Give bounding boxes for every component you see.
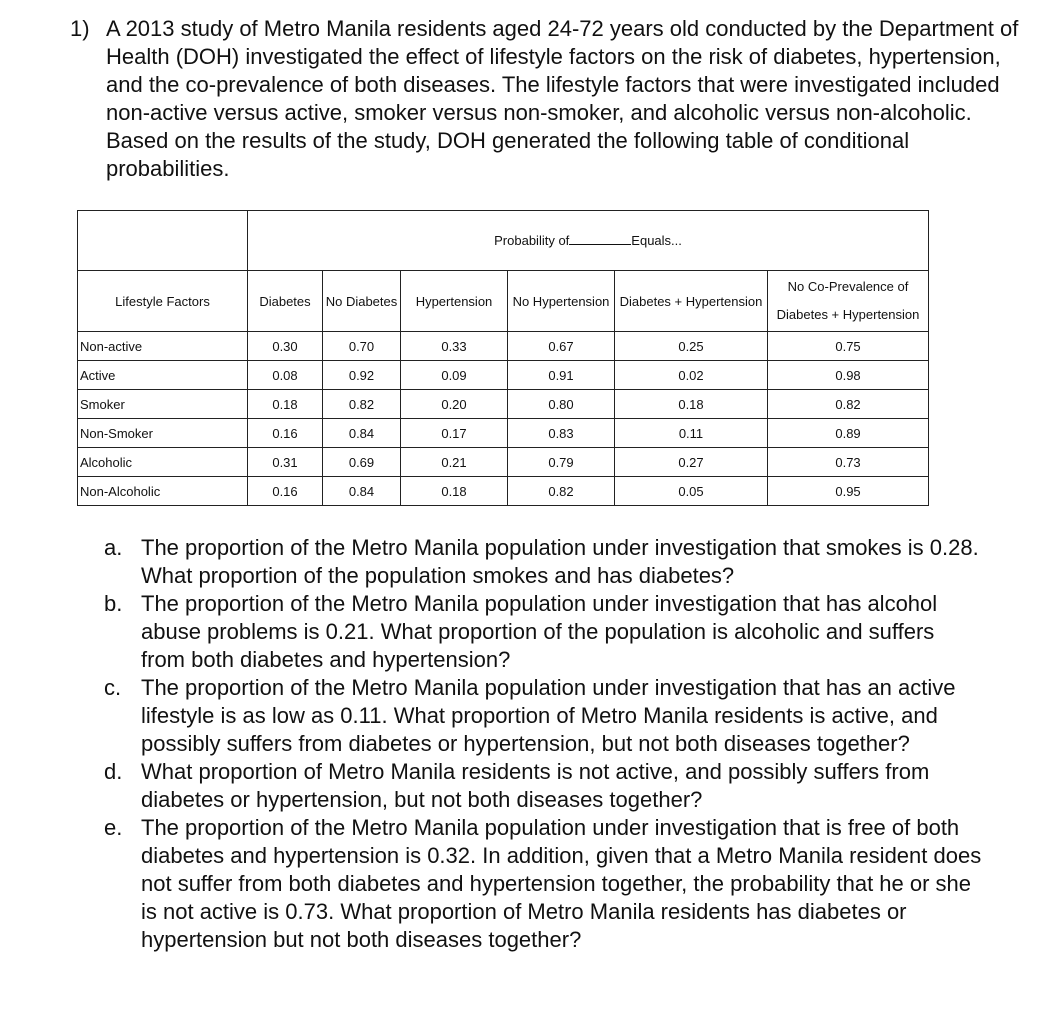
table-cell: 0.73 xyxy=(768,448,929,477)
row-label: Non-Alcoholic xyxy=(78,477,248,506)
question-letter: c. xyxy=(104,675,122,700)
question-text: The proportion of the Metro Manila population under investigation that has alcohol abuse problems is 0.21. What proportion of the population is alcoholic and suffers from both diabetes and hypertension? xyxy=(141,591,938,672)
row-header: Lifestyle Factors xyxy=(78,271,248,332)
table-cell: 0.18 xyxy=(615,390,768,419)
table-cell: 0.16 xyxy=(248,419,323,448)
table-cell: 0.98 xyxy=(768,361,929,390)
table-cell: 0.18 xyxy=(248,390,323,419)
table-cell: 0.05 xyxy=(615,477,768,506)
table-cell: 0.95 xyxy=(768,477,929,506)
table-cell: 0.67 xyxy=(508,332,615,361)
question-text: The proportion of the Metro Manila population under investigation that has an active lifestyle is as low as 0.11. What proportion of Metro Manila residents is active, and possibly suffers from diabetes or hypertension, but not both diseases together? xyxy=(141,675,956,756)
table-row xyxy=(78,390,929,419)
table-title-suffix: Equals... xyxy=(631,233,682,248)
question-letter: d. xyxy=(104,759,123,784)
col-header-diabetes-hypertension: Diabetes + Hypertension xyxy=(615,271,768,332)
row-label: Active xyxy=(78,361,248,390)
table-cell: 0.27 xyxy=(615,448,768,477)
table-cell: 0.75 xyxy=(768,332,929,361)
table-cell: 0.83 xyxy=(508,419,615,448)
question-letter: e. xyxy=(104,815,123,840)
table-cell: 0.79 xyxy=(508,448,615,477)
table-row xyxy=(78,477,929,506)
question-item xyxy=(104,814,984,954)
conditional-probability-table xyxy=(77,210,929,506)
table-row xyxy=(78,332,929,361)
table-cell: 0.21 xyxy=(401,448,508,477)
table-cell: 0.82 xyxy=(508,477,615,506)
table-cell: 0.20 xyxy=(401,390,508,419)
question-text: What proportion of Metro Manila residents is not active, and possibly suffers from diabetes or hypertension, but not both diseases together? xyxy=(141,759,930,812)
table-cell: 0.02 xyxy=(615,361,768,390)
table-cell: 0.91 xyxy=(508,361,615,390)
question-text: The proportion of the Metro Manila population under investigation that is free of both diabetes and hypertension is 0.32. In addition, given that a Metro Manila resident does not suffer from both diabetes and hypertension together, the probability that he or she is not active is 0.73. What proportion of Metro Manila residents has diabetes or hypertension but not both diseases together? xyxy=(141,815,982,952)
table-header-row xyxy=(78,271,929,332)
table-title xyxy=(248,211,929,271)
table-title-row xyxy=(78,211,929,271)
question-text: The proportion of the Metro Manila population under investigation that smokes is 0.28. What proportion of the population smokes and has diabetes? xyxy=(141,535,979,588)
table-cell: 0.11 xyxy=(615,419,768,448)
col-header-no-diabetes: No Diabetes xyxy=(323,271,401,332)
table-cell: 0.82 xyxy=(323,390,401,419)
row-label: Non-Smoker xyxy=(78,419,248,448)
col-header-no-co-prevalence: No Co-Prevalence of Diabetes + Hypertension xyxy=(768,271,929,332)
table-cell: 0.84 xyxy=(323,419,401,448)
problem-number: 1) xyxy=(70,16,90,41)
table-row xyxy=(78,419,929,448)
question-item xyxy=(104,590,984,674)
table-corner-cell xyxy=(78,211,248,271)
table-cell: 0.25 xyxy=(615,332,768,361)
col-header-no-hypertension: No Hypertension xyxy=(508,271,615,332)
table-title-prefix: Probability of xyxy=(494,233,570,248)
col-header-diabetes: Diabetes xyxy=(248,271,323,332)
table-cell: 0.18 xyxy=(401,477,508,506)
row-label: Non-active xyxy=(78,332,248,361)
table-row xyxy=(78,448,929,477)
table-cell: 0.17 xyxy=(401,419,508,448)
question-letter: a. xyxy=(104,535,123,560)
table-cell: 0.69 xyxy=(323,448,401,477)
table-cell: 0.33 xyxy=(401,332,508,361)
table-cell: 0.30 xyxy=(248,332,323,361)
table-cell: 0.80 xyxy=(508,390,615,419)
row-label: Alcoholic xyxy=(78,448,248,477)
table-cell: 0.31 xyxy=(248,448,323,477)
question-item xyxy=(104,758,984,814)
question-letter: b. xyxy=(104,591,123,616)
table-cell: 0.92 xyxy=(323,361,401,390)
table-cell: 0.09 xyxy=(401,361,508,390)
question-item xyxy=(104,534,984,590)
problem-intro xyxy=(70,15,1030,183)
table-cell: 0.08 xyxy=(248,361,323,390)
question-item xyxy=(104,674,984,758)
table-row xyxy=(78,361,929,390)
row-label: Smoker xyxy=(78,390,248,419)
table-cell: 0.82 xyxy=(768,390,929,419)
table-title-blank xyxy=(569,243,631,245)
problem-text: A 2013 study of Metro Manila residents aged 24-72 years old conducted by the Department of Health (DOH) investigated the effect of lifestyle factors on the risk of diabetes, hypertension, and the co-prevalence of both diseases. The lifestyle factors that were investigated included non-active versus active, smoker versus non-smoker, and alcoholic versus non-alcoholic. Based on the results of the study, DOH generated the following table of conditional probabilities. xyxy=(106,16,1019,181)
table-cell: 0.84 xyxy=(323,477,401,506)
col-header-hypertension: Hypertension xyxy=(401,271,508,332)
question-list xyxy=(104,534,984,954)
table-cell: 0.70 xyxy=(323,332,401,361)
table-cell: 0.16 xyxy=(248,477,323,506)
table-cell: 0.89 xyxy=(768,419,929,448)
